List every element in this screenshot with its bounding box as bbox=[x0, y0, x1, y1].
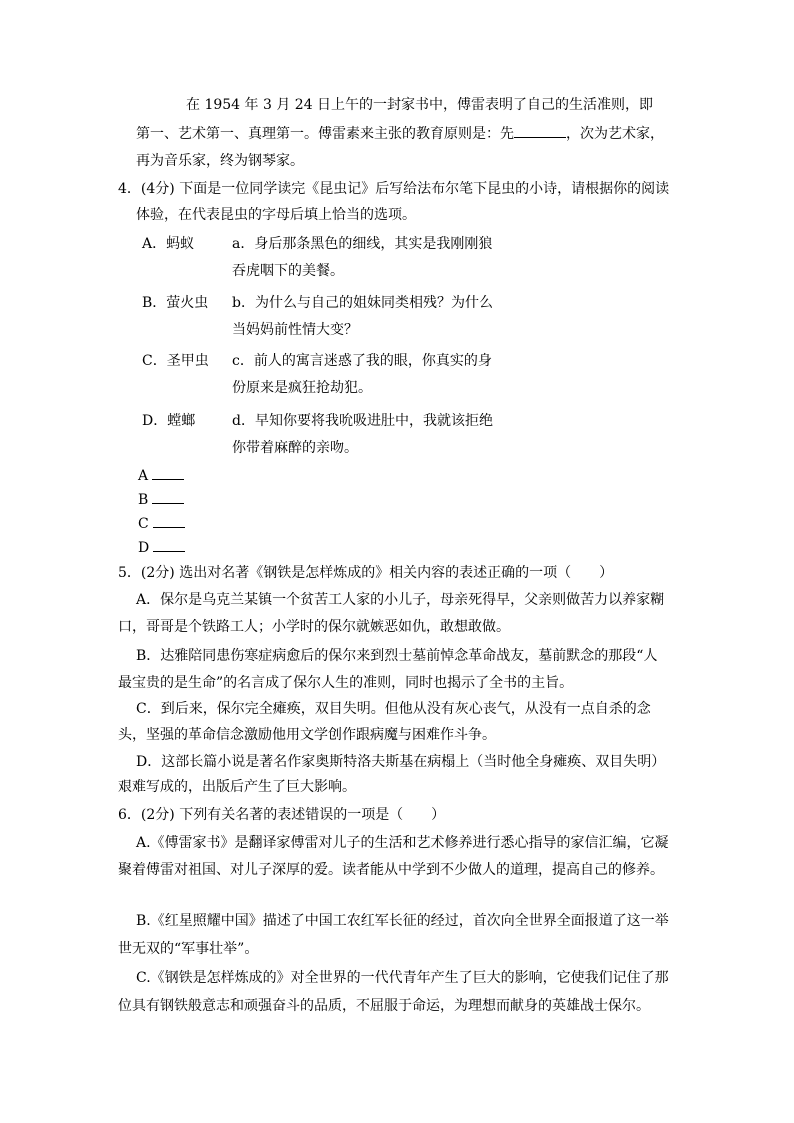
q4-answer-c bbox=[138, 513, 185, 534]
answer-label: D bbox=[138, 540, 150, 556]
answer-blank[interactable] bbox=[152, 489, 184, 504]
answer-blank[interactable] bbox=[152, 465, 184, 480]
intro-line-1: 在 1954 年 3 月 24 日上午的一封家书中，傅雷表明了自己的生活准则，即 bbox=[186, 97, 654, 113]
answer-label: B bbox=[138, 492, 149, 508]
q4-answer-a bbox=[138, 465, 184, 486]
q4-option-letter-c: C．圣甲虫 bbox=[142, 353, 209, 369]
q4-option-text-b-1: b．为什么与自己的姐妹同类相残？为什么 bbox=[232, 295, 493, 311]
q6-option-a-1: A.《傅雷家书》是翻译家傅雷对儿子的生活和艺术修养进行悉心指导的家信汇编，它凝 bbox=[136, 835, 669, 851]
q6-stem: 6．(2分) 下列有关名著的表述错误的一项是（ ） bbox=[118, 807, 446, 823]
q4-option-letter-b: B．萤火虫 bbox=[142, 295, 209, 311]
answer-blank[interactable] bbox=[153, 513, 185, 528]
q6-option-b-2: 世无双的“军事壮举”。 bbox=[118, 941, 259, 957]
q5-option-a-1: A．保尔是乌克兰某镇一个贫苦工人家的小儿子，母亲死得早，父亲则做苦力以养家糊 bbox=[136, 592, 665, 608]
q4-answer-b bbox=[138, 489, 184, 510]
q5-option-d-1: D．这部长篇小说是著名作家奥斯特洛夫斯基在病榻上（当时他全身瘫痪、双目失明） bbox=[136, 754, 666, 770]
q4-option-text-a-1: a．身后那条黑色的细线，其实是我刚刚狼 bbox=[232, 236, 493, 252]
intro-line-3: 再为音乐家，终为钢琴家。 bbox=[136, 153, 304, 169]
q4-option-text-b-2: 当妈妈前性情大变？ bbox=[232, 322, 358, 338]
q4-answer-d bbox=[138, 537, 185, 558]
intro-line-2 bbox=[136, 123, 664, 144]
q4-stem-2: 体验，在代表昆虫的字母后填上恰当的选项。 bbox=[136, 207, 416, 223]
q5-option-b-1: B．达雅陪同患伤寒症病愈后的保尔来到烈士墓前悼念革命战友，墓前默念的那段“人 bbox=[136, 648, 658, 664]
q4-option-letter-d: D．螳螂 bbox=[142, 413, 196, 429]
intro-line-2-a: 第一、艺术第一、真理第一。傅雷素来主张的教育原则是：先 bbox=[136, 126, 514, 142]
q5-option-c-1: C．到后来，保尔完全瘫痪，双目失明。但他从没有灰心丧气，从没有一点自杀的念 bbox=[136, 701, 651, 717]
q4-option-text-c-1: c．前人的寓言迷惑了我的眼，你真实的身 bbox=[232, 353, 492, 369]
q6-option-b-1: B.《红星照耀中国》描述了中国工农红军长征的经过，首次向全世界全面报道了这一举 bbox=[136, 913, 669, 929]
q4-option-text-c-2: 份原来是疯狂抢劫犯。 bbox=[232, 380, 372, 396]
q6-option-c-1: C.《钢铁是怎样炼成的》对全世界的一代代青年产生了巨大的影响，它使我们记住了那 bbox=[136, 970, 669, 986]
q6-option-a-2: 聚着傅雷对祖国、对儿子深厚的爱。读者能从中学到不少做人的道理，提高自己的修养。 bbox=[118, 862, 664, 878]
q4-option-text-a-2: 吞虎咽下的美餐。 bbox=[232, 263, 344, 279]
q4-option-text-d-2: 你带着麻醉的亲吻。 bbox=[232, 440, 358, 456]
q5-option-a-2: 口，哥哥是个铁路工人；小学时的保尔就嫉恶如仇，敢想敢做。 bbox=[118, 619, 510, 635]
q5-stem: 5．(2分) 选出对名著《钢铁是怎样炼成的》相关内容的表述正确的一项（ ） bbox=[118, 565, 614, 581]
answer-blank[interactable] bbox=[153, 537, 185, 552]
q4-option-letter-a: A．蚂蚁 bbox=[142, 236, 195, 252]
intro-line-2-b: ，次为艺术家， bbox=[566, 126, 664, 142]
answer-label: C bbox=[138, 516, 149, 532]
fill-blank[interactable] bbox=[514, 123, 566, 138]
q6-option-c-2: 位具有钢铁般意志和顽强奋斗的品质，不屈服于命运，为理想而献身的英雄战士保尔。 bbox=[118, 998, 650, 1014]
q4-stem-1: 4．(4分) 下面是一位同学读完《昆虫记》后写给法布尔笔下昆虫的小诗，请根据你的阅读 bbox=[118, 181, 670, 197]
answer-label: A bbox=[138, 468, 149, 484]
q5-option-d-2: 艰难写成的，出版后产生了巨大影响。 bbox=[118, 779, 356, 795]
q4-option-text-d-1: d．早知你要将我吮吸进肚中，我就该拒绝 bbox=[232, 413, 493, 429]
q5-option-b-2: 最宝贵的是生命”的名言成了保尔人生的准则，同时也揭示了全书的主旨。 bbox=[118, 675, 574, 691]
q5-option-c-2: 头，坚强的革命信念激励他用文学创作跟病魔与困难作斗争。 bbox=[118, 727, 496, 743]
